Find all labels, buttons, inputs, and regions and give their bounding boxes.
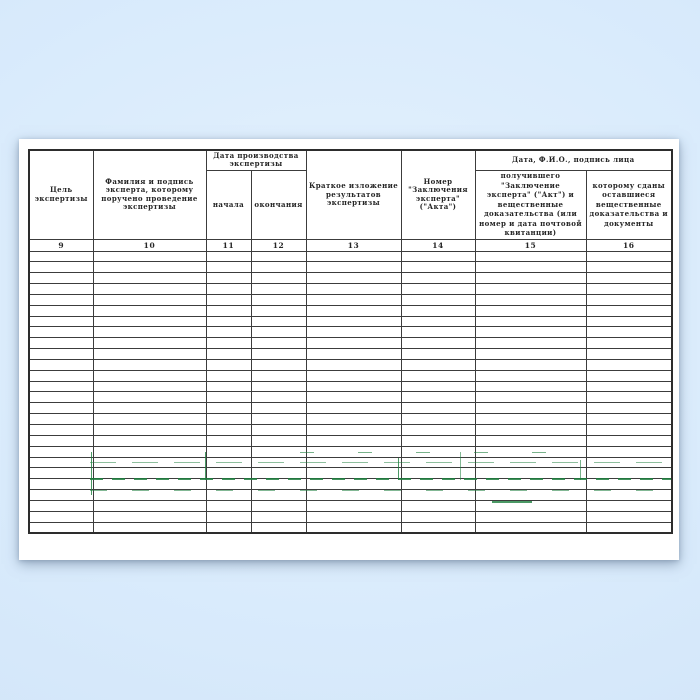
empty-cell-col-14 [401, 446, 475, 457]
empty-cell-col-11 [206, 305, 251, 316]
empty-cell-col-16 [586, 305, 672, 316]
empty-cell-col-12 [251, 500, 306, 511]
empty-cell-col-11 [206, 500, 251, 511]
empty-cell-col-12 [251, 457, 306, 468]
empty-cell-col-15 [475, 316, 586, 327]
table-row [29, 359, 672, 370]
empty-cell-col-9 [29, 370, 93, 381]
empty-cell-col-10 [93, 349, 206, 360]
col-header-conclusion-number: Номер "Заключения эксперта" ("Акта") [401, 150, 475, 239]
table-row [29, 284, 672, 295]
empty-cell-col-10 [93, 500, 206, 511]
empty-cell-col-16 [586, 479, 672, 490]
table-row [29, 392, 672, 403]
empty-cell-col-9 [29, 446, 93, 457]
empty-cell-col-14 [401, 457, 475, 468]
empty-cell-col-13 [306, 316, 401, 327]
col-number-10: 10 [93, 239, 206, 251]
empty-cell-col-9 [29, 479, 93, 490]
col-header-person-handed-over: которому сданы оставшиеся вещественные доказательства и документы [586, 170, 672, 239]
empty-cell-col-9 [29, 359, 93, 370]
empty-cell-col-16 [586, 403, 672, 414]
table-row [29, 457, 672, 468]
col-number-11: 11 [206, 239, 251, 251]
empty-cell-col-14 [401, 392, 475, 403]
empty-cell-col-16 [586, 251, 672, 262]
empty-cell-col-13 [306, 522, 401, 533]
empty-cell-col-15 [475, 359, 586, 370]
empty-cell-col-14 [401, 370, 475, 381]
empty-cell-col-12 [251, 338, 306, 349]
empty-cell-col-9 [29, 251, 93, 262]
table-row [29, 262, 672, 273]
table-row [29, 305, 672, 316]
empty-cell-col-14 [401, 262, 475, 273]
empty-cell-col-14 [401, 359, 475, 370]
empty-cell-col-14 [401, 327, 475, 338]
empty-cell-col-14 [401, 511, 475, 522]
empty-cell-col-12 [251, 262, 306, 273]
empty-cell-col-11 [206, 479, 251, 490]
table-row [29, 294, 672, 305]
table-row [29, 381, 672, 392]
empty-cell-col-10 [93, 381, 206, 392]
empty-cell-col-9 [29, 511, 93, 522]
empty-cell-col-11 [206, 511, 251, 522]
empty-cell-col-13 [306, 338, 401, 349]
empty-cell-col-14 [401, 500, 475, 511]
empty-cell-col-12 [251, 392, 306, 403]
empty-cell-col-11 [206, 490, 251, 501]
empty-cell-col-9 [29, 490, 93, 501]
empty-cell-col-11 [206, 435, 251, 446]
empty-cell-col-13 [306, 414, 401, 425]
empty-cell-col-12 [251, 327, 306, 338]
empty-cell-col-10 [93, 273, 206, 284]
empty-cell-col-16 [586, 457, 672, 468]
table-row [29, 349, 672, 360]
empty-cell-col-14 [401, 490, 475, 501]
empty-cell-col-13 [306, 435, 401, 446]
empty-cell-col-13 [306, 446, 401, 457]
table-row [29, 316, 672, 327]
table-row [29, 338, 672, 349]
empty-cell-col-10 [93, 251, 206, 262]
empty-cell-col-13 [306, 349, 401, 360]
empty-cell-col-15 [475, 381, 586, 392]
empty-cell-col-16 [586, 392, 672, 403]
empty-cell-col-16 [586, 284, 672, 295]
empty-cell-col-9 [29, 403, 93, 414]
empty-cell-col-12 [251, 251, 306, 262]
empty-cell-col-12 [251, 381, 306, 392]
empty-cell-col-9 [29, 316, 93, 327]
empty-cell-col-13 [306, 370, 401, 381]
empty-cell-col-11 [206, 316, 251, 327]
expertise-journal-table [28, 149, 673, 534]
empty-cell-col-9 [29, 381, 93, 392]
empty-cell-col-11 [206, 284, 251, 295]
empty-cell-col-15 [475, 457, 586, 468]
empty-cell-col-11 [206, 359, 251, 370]
empty-cell-col-11 [206, 403, 251, 414]
empty-cell-col-14 [401, 425, 475, 436]
empty-cell-col-14 [401, 273, 475, 284]
empty-cell-col-16 [586, 262, 672, 273]
empty-cell-col-12 [251, 522, 306, 533]
empty-cell-col-9 [29, 349, 93, 360]
empty-cell-col-11 [206, 414, 251, 425]
empty-cell-col-11 [206, 468, 251, 479]
col-header-date-start: начала [206, 170, 251, 239]
empty-cell-col-14 [401, 349, 475, 360]
empty-cell-col-13 [306, 262, 401, 273]
empty-cell-col-16 [586, 316, 672, 327]
empty-cell-col-10 [93, 392, 206, 403]
empty-cell-col-10 [93, 338, 206, 349]
empty-cell-col-10 [93, 370, 206, 381]
empty-cell-col-11 [206, 327, 251, 338]
empty-cell-col-15 [475, 273, 586, 284]
empty-cell-col-15 [475, 305, 586, 316]
empty-cell-col-14 [401, 305, 475, 316]
empty-cell-col-11 [206, 522, 251, 533]
empty-cell-col-13 [306, 381, 401, 392]
empty-cell-col-12 [251, 414, 306, 425]
empty-cell-col-16 [586, 522, 672, 533]
empty-cell-col-12 [251, 479, 306, 490]
empty-cell-col-13 [306, 511, 401, 522]
empty-cell-col-10 [93, 435, 206, 446]
empty-cell-col-9 [29, 500, 93, 511]
table-row [29, 327, 672, 338]
empty-cell-col-10 [93, 294, 206, 305]
empty-cell-col-9 [29, 262, 93, 273]
empty-cell-col-12 [251, 273, 306, 284]
empty-cell-col-10 [93, 316, 206, 327]
empty-cell-col-11 [206, 392, 251, 403]
empty-cell-col-14 [401, 468, 475, 479]
empty-cell-col-12 [251, 435, 306, 446]
empty-cell-col-13 [306, 359, 401, 370]
empty-cell-col-11 [206, 446, 251, 457]
empty-cell-col-14 [401, 251, 475, 262]
col-header-date-end: окончания [251, 170, 306, 239]
empty-cell-col-15 [475, 446, 586, 457]
empty-cell-col-14 [401, 479, 475, 490]
table-row [29, 511, 672, 522]
table-row [29, 435, 672, 446]
empty-cell-col-15 [475, 284, 586, 295]
empty-cell-col-16 [586, 359, 672, 370]
table-row [29, 273, 672, 284]
table-header [29, 150, 672, 251]
col-number-15: 15 [475, 239, 586, 251]
empty-cell-col-9 [29, 338, 93, 349]
empty-cell-col-16 [586, 511, 672, 522]
empty-cell-col-12 [251, 284, 306, 295]
empty-cell-col-12 [251, 370, 306, 381]
empty-cell-col-10 [93, 425, 206, 436]
empty-cell-col-13 [306, 284, 401, 295]
empty-cell-col-15 [475, 522, 586, 533]
table-row [29, 370, 672, 381]
empty-cell-col-10 [93, 284, 206, 295]
empty-cell-col-11 [206, 370, 251, 381]
empty-cell-col-15 [475, 251, 586, 262]
empty-cell-col-14 [401, 403, 475, 414]
col-number-9: 9 [29, 239, 93, 251]
col-header-results-summary: Краткое изложение результатов экспертизы [306, 150, 401, 239]
col-number-12: 12 [251, 239, 306, 251]
empty-cell-col-10 [93, 446, 206, 457]
empty-cell-col-9 [29, 273, 93, 284]
empty-cell-col-11 [206, 262, 251, 273]
empty-cell-col-12 [251, 305, 306, 316]
empty-cell-col-13 [306, 425, 401, 436]
col-number-16: 16 [586, 239, 672, 251]
empty-cell-col-16 [586, 294, 672, 305]
table-row [29, 403, 672, 414]
empty-cell-col-12 [251, 468, 306, 479]
empty-cell-col-13 [306, 251, 401, 262]
empty-cell-col-12 [251, 316, 306, 327]
empty-cell-col-14 [401, 338, 475, 349]
empty-cell-col-15 [475, 338, 586, 349]
col-header-person-received: получившего "Заключение эксперта" ("Акт") и вещественные доказательства (или номер и дата почтовой квитанции) [475, 170, 586, 239]
empty-cell-col-9 [29, 327, 93, 338]
empty-cell-col-15 [475, 294, 586, 305]
col-header-purpose: Цель экспертизы [29, 150, 93, 239]
empty-cell-col-13 [306, 327, 401, 338]
empty-cell-col-16 [586, 425, 672, 436]
empty-cell-col-10 [93, 327, 206, 338]
empty-cell-col-9 [29, 294, 93, 305]
empty-cell-col-16 [586, 327, 672, 338]
empty-cell-col-10 [93, 490, 206, 501]
empty-cell-col-10 [93, 511, 206, 522]
empty-cell-col-14 [401, 381, 475, 392]
empty-cell-col-12 [251, 359, 306, 370]
table-row [29, 414, 672, 425]
empty-cell-col-16 [586, 414, 672, 425]
empty-cell-col-16 [586, 435, 672, 446]
empty-cell-col-16 [586, 468, 672, 479]
empty-cell-col-12 [251, 490, 306, 501]
empty-cell-col-15 [475, 500, 586, 511]
empty-cell-col-12 [251, 425, 306, 436]
empty-cell-col-13 [306, 500, 401, 511]
empty-cell-col-10 [93, 403, 206, 414]
empty-cell-col-15 [475, 435, 586, 446]
document-sheet [19, 139, 679, 560]
empty-cell-col-9 [29, 414, 93, 425]
empty-cell-col-11 [206, 273, 251, 284]
empty-cell-col-15 [475, 414, 586, 425]
group-header-expertise-dates: Дата производства экспертизы [206, 150, 306, 170]
empty-cell-col-16 [586, 446, 672, 457]
empty-cell-col-9 [29, 522, 93, 533]
empty-cell-col-16 [586, 490, 672, 501]
empty-cell-col-9 [29, 392, 93, 403]
table-row [29, 479, 672, 490]
empty-cell-col-15 [475, 392, 586, 403]
col-number-13: 13 [306, 239, 401, 251]
empty-cell-col-16 [586, 381, 672, 392]
empty-cell-col-9 [29, 435, 93, 446]
empty-cell-col-16 [586, 370, 672, 381]
empty-cell-col-11 [206, 457, 251, 468]
empty-cell-col-15 [475, 490, 586, 501]
empty-cell-col-14 [401, 294, 475, 305]
empty-cell-col-13 [306, 490, 401, 501]
empty-cell-col-10 [93, 479, 206, 490]
empty-cell-col-16 [586, 500, 672, 511]
empty-cell-col-12 [251, 349, 306, 360]
empty-cell-col-13 [306, 273, 401, 284]
empty-cell-col-15 [475, 425, 586, 436]
empty-cell-col-15 [475, 468, 586, 479]
table-body [29, 251, 672, 533]
empty-cell-col-13 [306, 457, 401, 468]
empty-cell-col-13 [306, 479, 401, 490]
column-number-row [29, 239, 672, 251]
empty-cell-col-14 [401, 414, 475, 425]
empty-cell-col-9 [29, 284, 93, 295]
empty-cell-col-12 [251, 294, 306, 305]
empty-cell-col-11 [206, 294, 251, 305]
empty-cell-col-14 [401, 435, 475, 446]
empty-cell-col-13 [306, 305, 401, 316]
empty-cell-col-15 [475, 262, 586, 273]
table-row [29, 522, 672, 533]
empty-cell-col-16 [586, 338, 672, 349]
table-row [29, 251, 672, 262]
empty-cell-col-14 [401, 284, 475, 295]
empty-cell-col-15 [475, 403, 586, 414]
empty-cell-col-10 [93, 359, 206, 370]
empty-cell-col-12 [251, 511, 306, 522]
empty-cell-col-9 [29, 305, 93, 316]
empty-cell-col-11 [206, 251, 251, 262]
empty-cell-col-13 [306, 468, 401, 479]
col-header-expert-name-signature: Фамилия и подпись эксперта, которому поручено проведение экспертизы [93, 150, 206, 239]
empty-cell-col-10 [93, 414, 206, 425]
empty-cell-col-14 [401, 522, 475, 533]
table-row [29, 425, 672, 436]
empty-cell-col-9 [29, 425, 93, 436]
empty-cell-col-10 [93, 457, 206, 468]
empty-cell-col-13 [306, 294, 401, 305]
table-row [29, 490, 672, 501]
empty-cell-col-10 [93, 305, 206, 316]
empty-cell-col-14 [401, 316, 475, 327]
table-row [29, 500, 672, 511]
empty-cell-col-9 [29, 457, 93, 468]
empty-cell-col-16 [586, 273, 672, 284]
empty-cell-col-12 [251, 446, 306, 457]
empty-cell-col-15 [475, 327, 586, 338]
empty-cell-col-12 [251, 403, 306, 414]
empty-cell-col-10 [93, 262, 206, 273]
empty-cell-col-11 [206, 338, 251, 349]
header-group-row [29, 150, 672, 170]
empty-cell-col-11 [206, 381, 251, 392]
table-row [29, 468, 672, 479]
empty-cell-col-10 [93, 522, 206, 533]
empty-cell-col-9 [29, 468, 93, 479]
empty-cell-col-10 [93, 468, 206, 479]
table-row [29, 446, 672, 457]
empty-cell-col-16 [586, 349, 672, 360]
empty-cell-col-15 [475, 370, 586, 381]
empty-cell-col-11 [206, 425, 251, 436]
col-number-14: 14 [401, 239, 475, 251]
empty-cell-col-15 [475, 511, 586, 522]
empty-cell-col-11 [206, 349, 251, 360]
empty-cell-col-15 [475, 479, 586, 490]
group-header-date-name-signature: Дата, Ф.И.О., подпись лица [475, 150, 672, 170]
empty-cell-col-15 [475, 349, 586, 360]
empty-cell-col-13 [306, 392, 401, 403]
empty-cell-col-13 [306, 403, 401, 414]
